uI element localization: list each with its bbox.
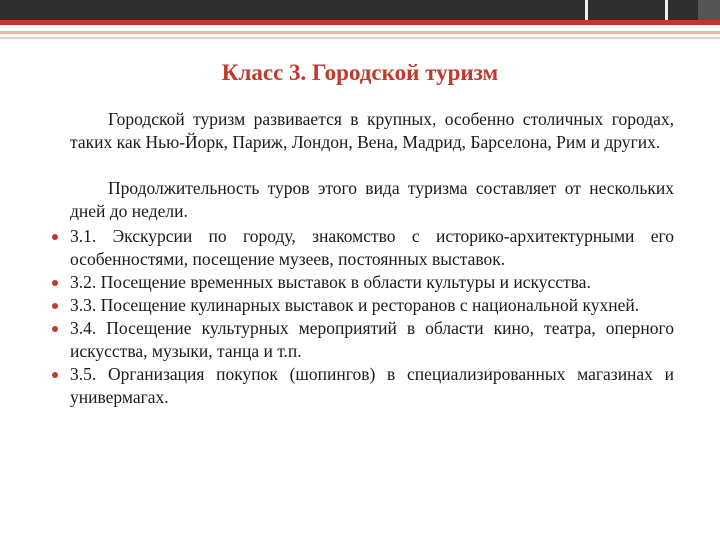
bullet-icon: [52, 280, 58, 286]
decorative-line: [0, 37, 720, 39]
list-item-text: 3.3. Посещение кулинарных выставок и ресторанов с национальной кухней.: [70, 295, 640, 315]
duration-paragraph: Продолжительность туров этого вида туризма составляет от нескольких дней до недели.: [70, 178, 674, 221]
list-item: [70, 225, 674, 271]
list-item-text: 3.1. Экскурсии по городу, знакомство с историко-архитектурными его особенностями, посещение музеев, постоянных выставок.: [70, 226, 674, 269]
header-corner-block: [698, 0, 720, 20]
header-divider: [585, 0, 588, 20]
list-item-text: 3.4. Посещение культурных мероприятий в области кино, театра, оперного искусства, музыки, танца и т.п.: [70, 318, 674, 361]
decorative-line: [0, 31, 720, 34]
header-band: [0, 0, 720, 20]
slide-title: Класс 3. Городской туризм: [221, 60, 499, 85]
list-item-text: 3.5. Организация покупок (шопингов) в специализированных магазинах и универмагах.: [70, 364, 674, 407]
bullet-icon: [52, 303, 58, 309]
list-item-text: 3.2. Посещение временных выставок в области культуры и искусства.: [70, 272, 591, 292]
list-item: [70, 294, 674, 317]
bullet-icon: [52, 234, 58, 240]
intro-paragraph: Городской туризм развивается в крупных, особенно столичных городах, таких как Нью-Йорк, Париж, Лондон, Вена, Мадрид, Барселона, Рим и других.: [70, 109, 674, 152]
activities-list: [70, 225, 674, 409]
list-item: [70, 363, 674, 409]
list-item: [70, 317, 674, 363]
header-divider: [665, 0, 668, 20]
list-item: [70, 271, 674, 294]
header-accent-stripe: [0, 20, 720, 25]
bullet-icon: [52, 372, 58, 378]
bullet-icon: [52, 326, 58, 332]
